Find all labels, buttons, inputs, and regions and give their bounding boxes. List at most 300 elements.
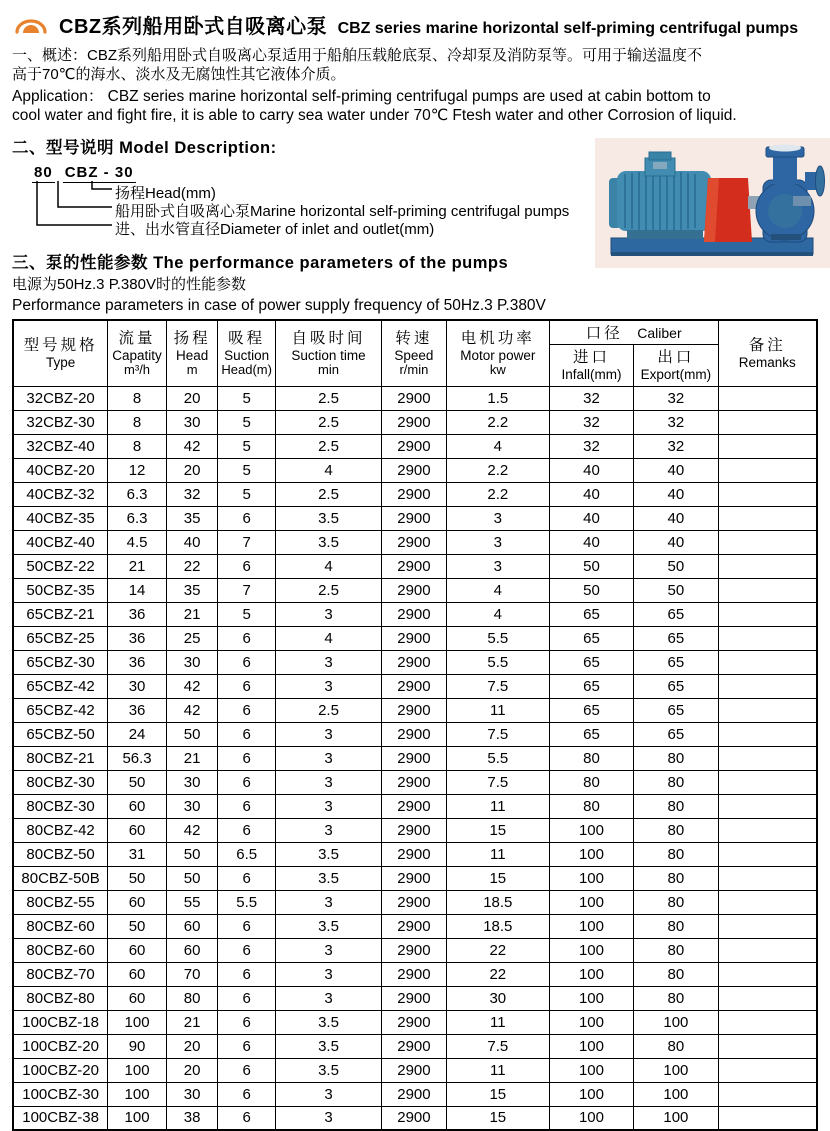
cell: 2900 <box>382 1010 447 1034</box>
cell: 3 <box>275 746 381 770</box>
model-label-diameter: 进、出水管直径Diameter of inlet and outlet(mm) <box>115 221 435 238</box>
cell: 100CBZ-18 <box>13 1010 108 1034</box>
cell: 2900 <box>382 434 447 458</box>
table-row <box>13 482 817 506</box>
table-row <box>13 986 817 1010</box>
cell: 2.2 <box>446 458 549 482</box>
cell: 32CBZ-30 <box>13 410 108 434</box>
cell: 50 <box>166 842 217 866</box>
cell: 18.5 <box>446 914 549 938</box>
cell: 3.5 <box>275 530 381 554</box>
cell: 40CBZ-32 <box>13 482 108 506</box>
cell: 100 <box>549 890 633 914</box>
table-row <box>13 1034 817 1058</box>
cell: 65 <box>634 650 718 674</box>
cell: 5 <box>218 458 276 482</box>
cell: 32 <box>166 482 217 506</box>
cell: 6 <box>218 794 276 818</box>
cell: 65 <box>549 626 633 650</box>
table-row <box>13 746 817 770</box>
cell: 6.5 <box>218 842 276 866</box>
cell: 32CBZ-40 <box>13 434 108 458</box>
cell: 3 <box>275 650 381 674</box>
table-row <box>13 1106 817 1130</box>
cell: 8 <box>108 410 167 434</box>
cell: 60 <box>108 890 167 914</box>
cell: 55 <box>166 890 217 914</box>
cell: 100 <box>549 986 633 1010</box>
cell: 6 <box>218 554 276 578</box>
model-code-size: 80 <box>34 164 53 181</box>
cell: 6 <box>218 914 276 938</box>
cell: 80 <box>634 914 718 938</box>
col-suction-en: Suction <box>224 348 270 364</box>
cell <box>718 770 817 794</box>
overview-zh-line2: 高于70℃的海水、淡水及无腐蚀性其它液体介质。 <box>12 66 346 83</box>
power-note-en: Performance parameters in case of power supply frequency of 50Hz.3 P.380V <box>12 296 546 314</box>
cell: 3 <box>275 938 381 962</box>
table-row <box>13 506 817 530</box>
table-row <box>13 842 817 866</box>
cell <box>718 650 817 674</box>
page-title-en: CBZ series marine horizontal self-priming centrifugal pumps <box>337 20 799 37</box>
col-head-zh: 扬程 <box>173 330 211 348</box>
cell: 80CBZ-60 <box>13 914 108 938</box>
table-row <box>13 818 817 842</box>
cell <box>718 986 817 1010</box>
cell <box>718 1034 817 1058</box>
cell: 42 <box>166 818 217 842</box>
cell: 50 <box>634 554 718 578</box>
cell: 50CBZ-22 <box>13 554 108 578</box>
cell: 2900 <box>382 554 447 578</box>
cell: 40 <box>549 506 633 530</box>
cell: 2900 <box>382 818 447 842</box>
cell: 65 <box>549 602 633 626</box>
cell: 25 <box>166 626 217 650</box>
cell: 18.5 <box>446 890 549 914</box>
col-remarks-zh: 备注 <box>748 337 786 355</box>
cell: 80 <box>634 770 718 794</box>
cell: 6 <box>218 962 276 986</box>
cell: 100CBZ-38 <box>13 1106 108 1130</box>
cell <box>718 386 817 410</box>
cell: 80 <box>634 794 718 818</box>
cell: 42 <box>166 674 217 698</box>
cell: 20 <box>166 386 217 410</box>
cell: 7.5 <box>446 1034 549 1058</box>
cell: 40 <box>549 530 633 554</box>
cell: 6.3 <box>108 482 167 506</box>
cell: 2900 <box>382 482 447 506</box>
centrifugal-pump-photo <box>595 138 830 268</box>
cell: 11 <box>446 698 549 722</box>
model-code-diagram <box>12 164 632 240</box>
cell: 2.5 <box>275 698 381 722</box>
cell: 42 <box>166 698 217 722</box>
col-capacity-unit: m³/h <box>124 362 151 378</box>
cell: 3 <box>275 602 381 626</box>
cell: 40 <box>634 482 718 506</box>
cell: 3 <box>275 794 381 818</box>
cell: 65 <box>634 698 718 722</box>
col-remarks-en: Remanks <box>738 355 796 371</box>
cell: 6 <box>218 866 276 890</box>
cell: 2900 <box>382 506 447 530</box>
table-row <box>13 1010 817 1034</box>
cell: 80 <box>634 818 718 842</box>
table-row <box>13 674 817 698</box>
cell: 70 <box>166 962 217 986</box>
performance-table <box>12 319 818 1131</box>
col-group-caliber <box>549 320 718 344</box>
cell: 100 <box>549 818 633 842</box>
cell <box>718 818 817 842</box>
col-capacity-zh: 流量 <box>118 330 156 348</box>
cell: 7 <box>218 530 276 554</box>
cell: 4 <box>275 554 381 578</box>
cell: 65 <box>634 674 718 698</box>
cell: 40 <box>166 530 217 554</box>
col-capacity-en: Capatity <box>112 348 162 364</box>
cell: 7.5 <box>446 674 549 698</box>
cell: 15 <box>446 1106 549 1130</box>
cell: 5.5 <box>446 626 549 650</box>
cell: 30 <box>108 674 167 698</box>
cell: 5.5 <box>218 890 276 914</box>
cell: 100CBZ-20 <box>13 1058 108 1082</box>
cell <box>718 842 817 866</box>
cell: 100 <box>108 1082 167 1106</box>
cell: 3.5 <box>275 1034 381 1058</box>
table-row <box>13 938 817 962</box>
table-row <box>13 698 817 722</box>
cell: 2900 <box>382 962 447 986</box>
cell: 100 <box>634 1106 718 1130</box>
cell: 50 <box>549 578 633 602</box>
cell: 50 <box>549 554 633 578</box>
cell: 100 <box>549 1058 633 1082</box>
cell: 2900 <box>382 770 447 794</box>
cell: 80CBZ-55 <box>13 890 108 914</box>
cell: 65CBZ-21 <box>13 602 108 626</box>
cell <box>718 434 817 458</box>
cell: 21 <box>166 602 217 626</box>
cell <box>718 866 817 890</box>
cell: 3 <box>275 962 381 986</box>
cell: 80CBZ-42 <box>13 818 108 842</box>
cell <box>718 578 817 602</box>
cell: 40 <box>549 482 633 506</box>
col-capacity <box>108 320 167 386</box>
table-row <box>13 890 817 914</box>
cell: 6 <box>218 1010 276 1034</box>
cell: 32 <box>549 410 633 434</box>
col-speed-unit: r/min <box>399 362 429 378</box>
cell: 21 <box>166 746 217 770</box>
col-export <box>634 344 718 386</box>
cell: 7.5 <box>446 722 549 746</box>
cell: 80 <box>549 770 633 794</box>
cell: 2900 <box>382 746 447 770</box>
cell: 35 <box>166 578 217 602</box>
cell: 5 <box>218 602 276 626</box>
cell <box>718 602 817 626</box>
cell: 2900 <box>382 458 447 482</box>
cell: 38 <box>166 1106 217 1130</box>
cell: 21 <box>166 1010 217 1034</box>
cell: 1.5 <box>446 386 549 410</box>
cell: 40 <box>634 530 718 554</box>
cell: 80CBZ-60 <box>13 938 108 962</box>
cell: 6 <box>218 674 276 698</box>
table-row <box>13 602 817 626</box>
cell: 50 <box>166 866 217 890</box>
cell: 65 <box>549 698 633 722</box>
cell <box>718 1082 817 1106</box>
cell: 3 <box>275 722 381 746</box>
cell <box>718 482 817 506</box>
cell: 80 <box>634 938 718 962</box>
col-power-zh: 电机功率 <box>460 330 535 348</box>
cell: 3.5 <box>275 1058 381 1082</box>
cell: 3 <box>275 674 381 698</box>
cell: 80 <box>634 842 718 866</box>
cell: 2.2 <box>446 482 549 506</box>
cell: 36 <box>108 602 167 626</box>
col-time-en: Suction time <box>291 348 366 364</box>
cell: 3 <box>446 530 549 554</box>
cell: 30 <box>166 650 217 674</box>
cell: 65 <box>549 722 633 746</box>
cell: 60 <box>108 938 167 962</box>
cell: 4 <box>275 626 381 650</box>
col-power-en: Motor power <box>460 348 536 364</box>
cell: 2900 <box>382 890 447 914</box>
cell: 30 <box>166 410 217 434</box>
cell: 15 <box>446 866 549 890</box>
cell: 30 <box>166 770 217 794</box>
cell: 2900 <box>382 602 447 626</box>
cell: 30 <box>446 986 549 1010</box>
cell: 11 <box>446 1010 549 1034</box>
cell: 2.5 <box>275 482 381 506</box>
cell: 7.5 <box>446 770 549 794</box>
cell: 2900 <box>382 914 447 938</box>
cell: 6.3 <box>108 506 167 530</box>
cell: 2900 <box>382 866 447 890</box>
cell: 3 <box>275 818 381 842</box>
cell: 60 <box>108 986 167 1010</box>
col-suction-unit: Head(m) <box>221 362 272 378</box>
cell: 80 <box>634 866 718 890</box>
cell: 32CBZ-20 <box>13 386 108 410</box>
cell: 6 <box>218 650 276 674</box>
cell <box>718 530 817 554</box>
cell: 36 <box>108 626 167 650</box>
cell: 100CBZ-20 <box>13 1034 108 1058</box>
cell: 3.5 <box>275 914 381 938</box>
overview-zh-line1: 一、概述：CBZ系列船用卧式自吸离心泵适用于船舶压载舱底泵、冷却泵及消防泵等。可用于输送温度不 <box>12 47 703 64</box>
col-suction-zh: 吸程 <box>228 330 266 348</box>
cell: 2.2 <box>446 410 549 434</box>
table-row <box>13 386 817 410</box>
col-suction <box>218 320 276 386</box>
table-row <box>13 650 817 674</box>
cell: 8 <box>108 386 167 410</box>
table-row <box>13 722 817 746</box>
cell <box>718 722 817 746</box>
cell: 3 <box>275 890 381 914</box>
cell: 31 <box>108 842 167 866</box>
cell: 80 <box>634 890 718 914</box>
col-motor-power <box>446 320 549 386</box>
cell: 65 <box>634 722 718 746</box>
cell: 21 <box>108 554 167 578</box>
cell: 80CBZ-70 <box>13 962 108 986</box>
cell: 2.5 <box>275 410 381 434</box>
col-power-unit: kw <box>489 362 506 378</box>
cell: 32 <box>549 386 633 410</box>
cell: 3.5 <box>275 1010 381 1034</box>
cell: 3.5 <box>275 506 381 530</box>
table-row <box>13 410 817 434</box>
cell: 6 <box>218 938 276 962</box>
cell <box>718 962 817 986</box>
cell: 5 <box>218 410 276 434</box>
table-row <box>13 458 817 482</box>
cell: 22 <box>166 554 217 578</box>
cell: 50CBZ-35 <box>13 578 108 602</box>
cell: 65CBZ-42 <box>13 674 108 698</box>
cell: 20 <box>166 458 217 482</box>
cell: 40CBZ-40 <box>13 530 108 554</box>
col-infall-en: Infall(mm) <box>561 367 622 382</box>
cell: 65 <box>549 674 633 698</box>
col-export-zh: 出口 <box>657 349 695 366</box>
cell: 80 <box>634 746 718 770</box>
table-row <box>13 434 817 458</box>
overview-paragraph-zh <box>12 46 818 84</box>
cell: 100 <box>108 1058 167 1082</box>
col-type <box>13 320 108 386</box>
model-description-heading: 二、型号说明 Model Description: <box>12 139 277 157</box>
cell: 2900 <box>382 1106 447 1130</box>
cell: 100 <box>549 938 633 962</box>
page-title <box>59 10 798 39</box>
cell: 100 <box>108 1010 167 1034</box>
cell: 2900 <box>382 722 447 746</box>
cell: 80 <box>634 962 718 986</box>
cell: 2.5 <box>275 386 381 410</box>
cell: 2900 <box>382 1058 447 1082</box>
cell: 5.5 <box>446 746 549 770</box>
cell <box>718 506 817 530</box>
table-body <box>13 386 817 1130</box>
cell <box>718 1106 817 1130</box>
cell: 2.5 <box>275 578 381 602</box>
cell: 3 <box>446 554 549 578</box>
table-row <box>13 1058 817 1082</box>
cell <box>718 698 817 722</box>
cell: 6 <box>218 722 276 746</box>
col-infall-zh: 进口 <box>572 349 610 366</box>
col-infall <box>549 344 633 386</box>
cell: 40CBZ-35 <box>13 506 108 530</box>
cell: 65 <box>634 602 718 626</box>
cell: 80CBZ-21 <box>13 746 108 770</box>
cell: 40 <box>634 458 718 482</box>
table-row <box>13 626 817 650</box>
cell: 3.5 <box>275 866 381 890</box>
overview-en-line2: cool water and fight fire, it is able to carry sea water under 70℃ Ftesh water and other Corrosion of liquid. <box>12 106 737 124</box>
col-remarks <box>718 320 817 386</box>
cell: 6 <box>218 1034 276 1058</box>
cell: 30 <box>166 794 217 818</box>
col-caliber-en: Caliber <box>637 325 682 342</box>
cell: 100 <box>549 1034 633 1058</box>
sunrise-arc-icon <box>12 12 50 38</box>
cell: 80CBZ-30 <box>13 770 108 794</box>
col-time-zh: 自吸时间 <box>291 330 366 348</box>
col-time-unit: min <box>318 362 339 378</box>
cell: 6 <box>218 770 276 794</box>
col-type-en: Type <box>45 355 76 371</box>
overview-en-line1: Application： CBZ series marine horizontal self-priming centrifugal pumps are used at cabin bottom to <box>12 88 711 105</box>
cell: 32 <box>634 434 718 458</box>
cell: 32 <box>549 434 633 458</box>
cell: 80 <box>634 986 718 1010</box>
cell: 36 <box>108 650 167 674</box>
cell: 40 <box>634 506 718 530</box>
cell: 65CBZ-50 <box>13 722 108 746</box>
cell: 80CBZ-50B <box>13 866 108 890</box>
cell: 2900 <box>382 1082 447 1106</box>
cell: 100CBZ-30 <box>13 1082 108 1106</box>
cell: 2900 <box>382 842 447 866</box>
cell: 100 <box>634 1010 718 1034</box>
cell: 65 <box>549 650 633 674</box>
cell: 100 <box>549 842 633 866</box>
cell: 56.3 <box>108 746 167 770</box>
cell <box>718 794 817 818</box>
table-row <box>13 914 817 938</box>
cell: 50 <box>166 722 217 746</box>
cell: 4 <box>446 602 549 626</box>
cell: 60 <box>108 818 167 842</box>
cell: 7 <box>218 578 276 602</box>
cell: 6 <box>218 1082 276 1106</box>
cell: 11 <box>446 794 549 818</box>
cell: 6 <box>218 986 276 1010</box>
cell: 2900 <box>382 530 447 554</box>
col-export-en: Export(mm) <box>640 367 712 382</box>
cell: 6 <box>218 626 276 650</box>
cell <box>718 890 817 914</box>
col-type-zh: 型号规格 <box>23 337 98 355</box>
cell: 100 <box>549 866 633 890</box>
cell: 2900 <box>382 410 447 434</box>
col-speed-zh: 转速 <box>395 330 433 348</box>
cell: 65 <box>634 626 718 650</box>
cell: 100 <box>549 962 633 986</box>
cell: 4 <box>446 578 549 602</box>
cell <box>718 1058 817 1082</box>
cell: 100 <box>549 1010 633 1034</box>
cell: 3 <box>446 506 549 530</box>
table-row <box>13 962 817 986</box>
cell: 50 <box>634 578 718 602</box>
